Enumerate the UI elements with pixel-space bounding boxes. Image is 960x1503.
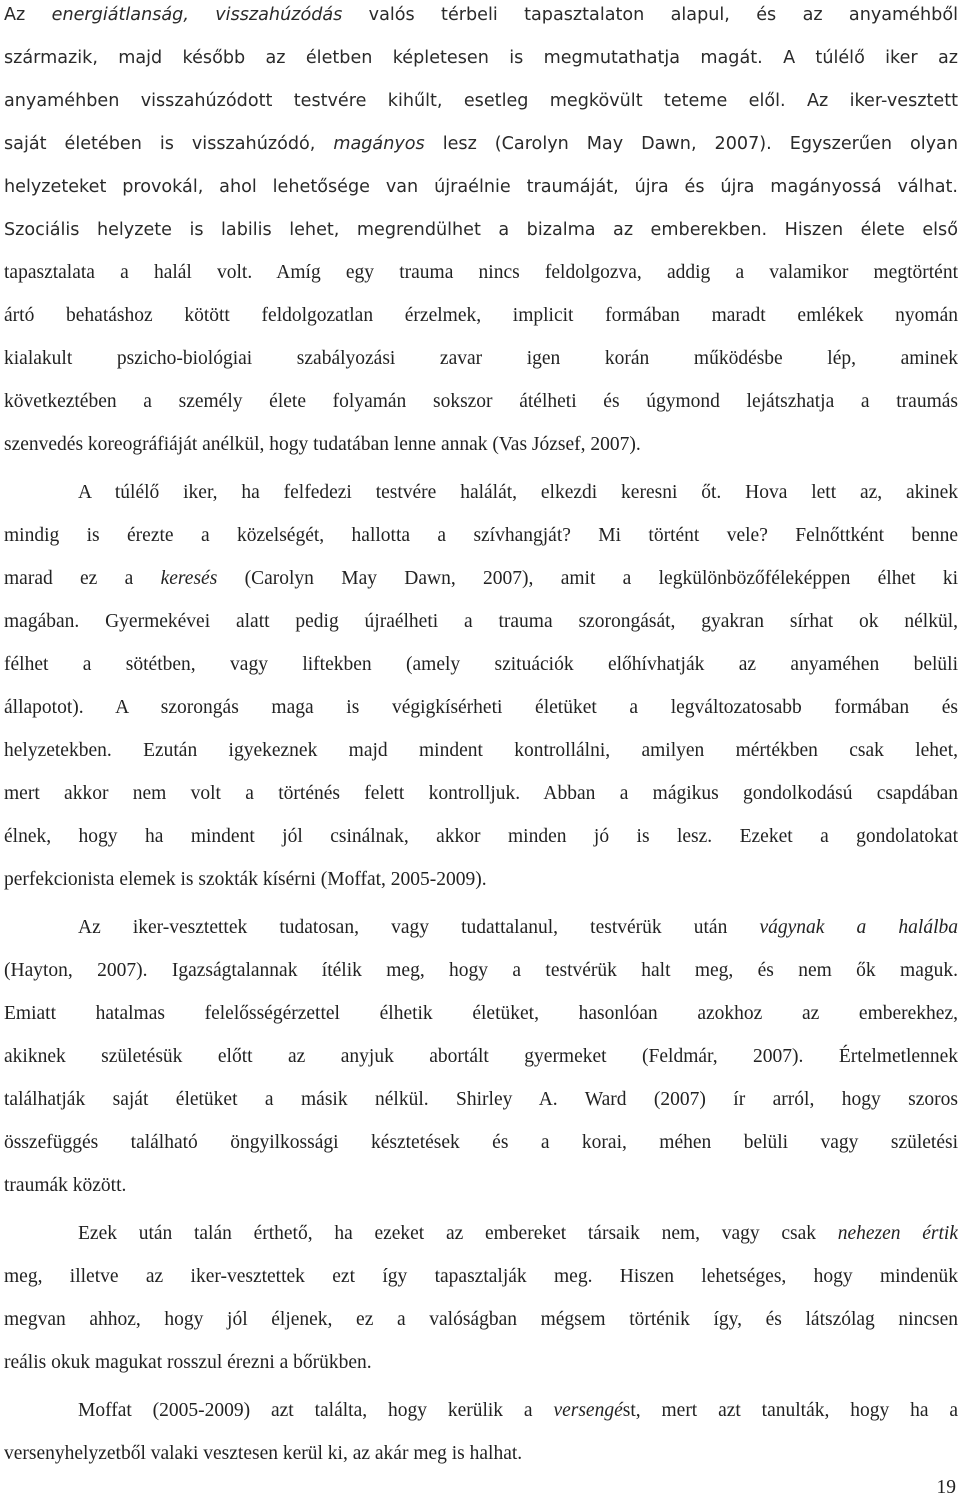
text-run: Szociális helyzete is labilis lehet, megrendülhet a bizalma az emberekben. Hiszen élete első	[4, 220, 958, 240]
text-run: A túlélő iker, ha felfedezi testvére halálát, elkezdi keresni őt. Hova lett az, akinek	[78, 482, 958, 503]
text-run: lesz (Carolyn May Dawn, 2007). Egyszerűen olyan	[424, 134, 958, 154]
text-line	[4, 1171, 958, 1201]
italic-text: energiátlanság, visszahúzódás	[51, 5, 343, 25]
text-line	[4, 822, 958, 852]
text-line	[4, 430, 958, 460]
text-line	[4, 1305, 958, 1335]
text-line	[4, 258, 958, 288]
italic-text: versengé	[553, 1400, 623, 1421]
text-line	[4, 1128, 958, 1158]
text-line	[4, 736, 958, 766]
italic-text: nehezen értik	[837, 1223, 958, 1244]
text-run: (Carolyn May Dawn, 2007), amit a legkülönbözőféleképpen élhet ki	[217, 568, 958, 589]
text-line	[4, 650, 958, 680]
text-run: perfekcionista elemek is szokták kísérni (Moffat, 2005-2009).	[4, 869, 487, 890]
text-run: találhatják saját életüket a másik nélkül. Shirley A. Ward (2007) ír arról, hogy szoros	[4, 1089, 958, 1110]
text-run: szenvedés koreográfiáját anélkül, hogy tudatában lenne annak (Vas József, 2007).	[4, 434, 641, 455]
text-line	[4, 693, 958, 723]
text-run: kialakult pszicho-biológiai szabályozási zavar igen korán működésbe lép, aminek	[4, 348, 958, 369]
text-run: élnek, hogy ha mindent jól csinálnak, akkor minden jó is lesz. Ezeket a gondolatokat	[4, 826, 958, 847]
text-run: versenyhelyzetből valaki vesztesen kerül ki, az akár meg is halhat.	[4, 1443, 523, 1464]
text-run: Az	[4, 5, 52, 25]
text-line	[4, 1439, 958, 1469]
text-line	[4, 0, 958, 30]
text-line	[4, 607, 958, 637]
text-run: traumák között.	[4, 1175, 127, 1196]
text-line	[4, 1085, 958, 1115]
text-line	[78, 478, 958, 508]
text-line	[4, 564, 958, 594]
text-run: reális okuk magukat rosszul érezni a bőrükben.	[4, 1352, 372, 1373]
text-line	[4, 86, 958, 116]
text-line	[4, 172, 958, 202]
text-run: mindig is érezte a közelségét, hallotta a szívhangját? Mi történt vele? Felnőttként benne	[4, 525, 958, 546]
text-line	[4, 521, 958, 551]
text-run: valós térbeli tapasztalaton alapul, és az anyaméhből	[342, 5, 958, 25]
text-run: anyaméhben visszahúzódott testvére kihűlt, esetleg megkövült teteme elől. Az iker-vesztett	[4, 91, 958, 111]
text-line	[4, 215, 958, 245]
text-run: ártó behatáshoz kötött feldolgozatlan érzelmek, implicit formában maradt emlékek nyomán	[4, 305, 958, 326]
text-run: származik, majd később az életben képletesen is megmutathatja magát. A túlélő iker az	[4, 48, 958, 68]
text-line	[4, 129, 958, 159]
text-run: (Hayton, 2007). Igazságtalannak ítélik meg, hogy a testvérük halt meg, és nem ők maguk.	[4, 960, 958, 981]
text-run: állapotot). A szorongás maga is végigkísérheti életüket a legváltozatosabb formában és	[4, 697, 958, 718]
text-run: meg, illetve az iker-vesztettek ezt így tapasztalják meg. Hiszen lehetséges, hogy mindenük	[4, 1266, 958, 1287]
text-line	[4, 1262, 958, 1292]
text-run: következtében a személy élete folyamán sokszor átélheti és úgymond lejátszhatja a traumás	[4, 391, 958, 412]
text-run: helyzeteket provokál, ahol lehetősége van újraélnie traumáját, újra és újra magányossá válhat.	[4, 177, 958, 197]
text-run: összefüggés található öngyilkossági késztetések és a korai, méhen belüli vagy születési	[4, 1132, 958, 1153]
italic-text: magányos	[333, 134, 425, 154]
text-run: tapasztalata a halál volt. Amíg egy trauma nincs feldolgozva, addig a valamikor megtörtént	[4, 262, 958, 283]
text-line	[78, 913, 958, 943]
text-line	[4, 344, 958, 374]
text-line	[4, 1042, 958, 1072]
text-run: saját életében is visszahúzódó,	[4, 134, 334, 154]
text-run: Az iker-vesztettek tudatosan, vagy tudattalanul, testvérük után	[78, 917, 760, 938]
text-line	[4, 956, 958, 986]
text-line	[4, 865, 958, 895]
text-line	[4, 301, 958, 331]
text-run: félhet a sötétben, vagy liftekben (amely szituációk előhívhatják az anyaméhen belüli	[4, 654, 958, 675]
text-run: Moffat (2005-2009) azt találta, hogy kerülik a	[78, 1400, 554, 1421]
italic-text: keresés	[160, 568, 218, 589]
text-run: helyzetekben. Ezután igyekeznek majd mindent kontrollálni, amilyen mértékben csak lehet,	[4, 740, 958, 761]
page-number: 19	[936, 1477, 956, 1498]
text-line	[78, 1396, 958, 1426]
text-run: magában. Gyermekévei alatt pedig újraélheti a trauma szorongását, gyakran sírhat ok nélkül,	[4, 611, 958, 632]
text-run: Ezek után talán érthető, ha ezeket az embereket társaik nem, vagy csak	[78, 1223, 838, 1244]
text-line	[4, 999, 958, 1029]
text-line	[4, 779, 958, 809]
text-line	[4, 43, 958, 73]
text-run: mert akkor nem volt a történés felett kontrolljuk. Abban a mágikus gondolkodású csapdában	[4, 783, 958, 804]
text-line	[4, 1348, 958, 1378]
text-run: st, mert azt tanulták, hogy ha a	[622, 1400, 958, 1421]
text-run: megvan ahhoz, hogy jól éljenek, ez a valóságban mégsem történik így, és látszólag nincsen	[4, 1309, 958, 1330]
italic-text: vágynak a halálba	[759, 917, 958, 938]
text-line	[78, 1219, 958, 1249]
text-run: marad ez a	[4, 568, 161, 589]
text-run: akiknek születésük előtt az anyjuk abortált gyermeket (Feldmár, 2007). Értelmetlennek	[4, 1046, 958, 1067]
text-line	[4, 387, 958, 417]
text-run: Emiatt hatalmas felelősségérzettel élhetik életüket, hasonlóan azokhoz az emberekhez,	[4, 1003, 958, 1024]
